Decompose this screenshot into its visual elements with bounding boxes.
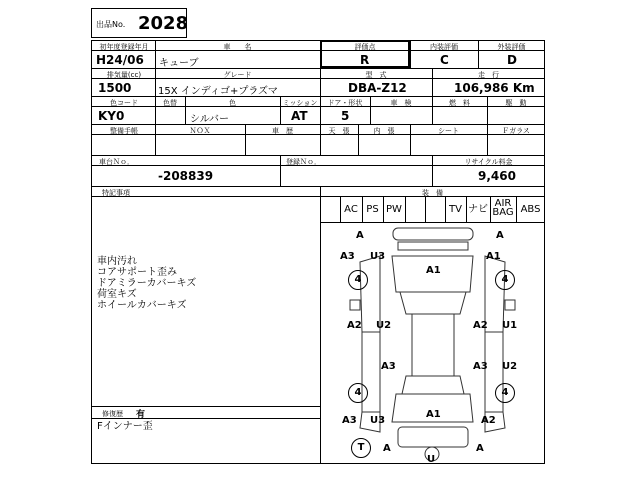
lot-number: 2028 <box>138 13 189 34</box>
car-name: キューブ <box>159 58 199 69</box>
grade-label: グレード <box>223 71 252 79</box>
mark-a2-left: A2 <box>347 320 362 331</box>
equip-pw: PW <box>386 204 402 215</box>
mark-a3-top-left: A3 <box>340 251 355 262</box>
year-label: 初年度登録年月 <box>99 43 149 51</box>
fuel-label: 燃 料 <box>449 99 470 107</box>
score-value: R <box>360 53 370 67</box>
chassis-value: -208839 <box>158 169 214 183</box>
history-label: 車 歴 <box>272 127 293 135</box>
mileage-label: 走 行 <box>478 71 499 79</box>
displacement-label: 排気量(cc) <box>106 71 142 79</box>
color-code-label: 色コード <box>110 99 138 107</box>
mark-front-a-right: A <box>496 230 504 241</box>
tire-rear-right: 4 <box>495 383 515 403</box>
fglass-label: Ｆガラス <box>502 127 530 135</box>
color-value: シルバー <box>190 114 230 125</box>
equip-ps: PS <box>366 204 379 215</box>
repair-history-value: 有 <box>136 410 146 420</box>
mark-front-a-left: A <box>356 230 364 241</box>
mark-a3-bottom-left: A3 <box>342 415 357 426</box>
interior-grade: C <box>440 53 449 67</box>
equip-abs: ABS <box>520 204 541 215</box>
registration-label: 登録Ｎｏ． <box>286 158 321 166</box>
doors-value: 5 <box>341 109 350 123</box>
seat-label: シート <box>438 127 459 135</box>
color-label: 色 <box>229 99 236 107</box>
exterior-grade: D <box>507 53 517 67</box>
equip-navi: ナビ <box>468 204 488 215</box>
note-line: 荷室キズ <box>97 289 137 300</box>
mission-label: ミッション <box>282 99 318 107</box>
nox-label: ＮＯＸ <box>189 127 211 135</box>
note-line: コアサポート歪み <box>97 267 177 278</box>
score-label: 評価点 <box>354 43 376 51</box>
year-value: H24/06 <box>96 53 144 67</box>
tire-rear-left: 4 <box>348 383 368 403</box>
mark-u2-left: U2 <box>376 320 392 331</box>
tire-front-left: 4 <box>348 270 368 290</box>
repair-note: Fインナー歪 <box>97 421 153 432</box>
recycle-value: 9,460 <box>478 169 516 183</box>
equip-ac: AC <box>344 204 358 215</box>
equipment-label: 装 備 <box>422 189 443 197</box>
mark-u1-right: U1 <box>502 320 518 331</box>
drive-label: 駆 動 <box>505 99 527 107</box>
exterior-grade-label: 外装評価 <box>497 43 526 51</box>
doors-label: ドア・形状 <box>327 99 363 107</box>
mark-t-circle: T <box>351 438 371 458</box>
mark-a-bottom-1: A <box>383 443 391 454</box>
mileage-value: 106,986 Km <box>454 81 535 95</box>
lot-number-box <box>91 8 187 38</box>
note-line: 車内汚れ <box>97 256 137 267</box>
equip-airbag: AIR BAG <box>492 198 514 218</box>
roof-lining-label: 天 張 <box>328 127 350 135</box>
mark-u2-right: U2 <box>502 361 518 372</box>
note-line: ホイールカバーキズ <box>97 300 187 311</box>
mark-a3-right: A3 <box>473 361 488 372</box>
color-code-value: KY0 <box>98 109 125 123</box>
interior-grade-label: 内装評価 <box>430 43 458 51</box>
recycle-label: リサイクル料金 <box>464 158 513 166</box>
mark-a1-rear: A1 <box>426 409 441 420</box>
name-label: 車 名 <box>223 43 252 51</box>
note-line: ドアミラーカバーキズ <box>97 278 197 289</box>
color-change-label: 色替 <box>163 99 177 107</box>
chassis-label: 車台Ｎｏ． <box>99 158 134 166</box>
model-label: 型 式 <box>365 71 387 79</box>
tire-front-right: 4 <box>495 270 515 290</box>
mark-a2-right: A2 <box>473 320 488 331</box>
notes-list <box>97 256 196 311</box>
notes-label: 特記事項 <box>102 189 130 197</box>
mark-a1-top-right: A1 <box>486 251 501 262</box>
mark-u3-bottom-left: U3 <box>370 415 386 426</box>
mark-a3-mid: A3 <box>381 361 396 372</box>
interior-lining-label: 内 張 <box>373 127 395 135</box>
mark-u-bottom: U <box>427 454 436 465</box>
model-value: DBA-Z12 <box>348 81 407 95</box>
lot-number-label: 出品No. <box>96 20 126 29</box>
repair-history-label: 修復歴 <box>102 410 123 418</box>
displacement-value: 1500 <box>98 81 132 95</box>
mark-a1-hood: A1 <box>426 265 441 276</box>
inspection-label: 車 検 <box>390 99 412 107</box>
mark-a2-bottom-right: A2 <box>481 415 496 426</box>
mark-a-bottom-2: A <box>476 443 484 454</box>
mark-u3-top-left: U3 <box>370 251 386 262</box>
mission-value: AT <box>291 109 308 123</box>
equip-tv: TV <box>449 204 462 215</box>
service-book-label: 整備手帳 <box>110 127 138 135</box>
grade-value: 15X インディゴ+プラズマ <box>158 86 278 97</box>
